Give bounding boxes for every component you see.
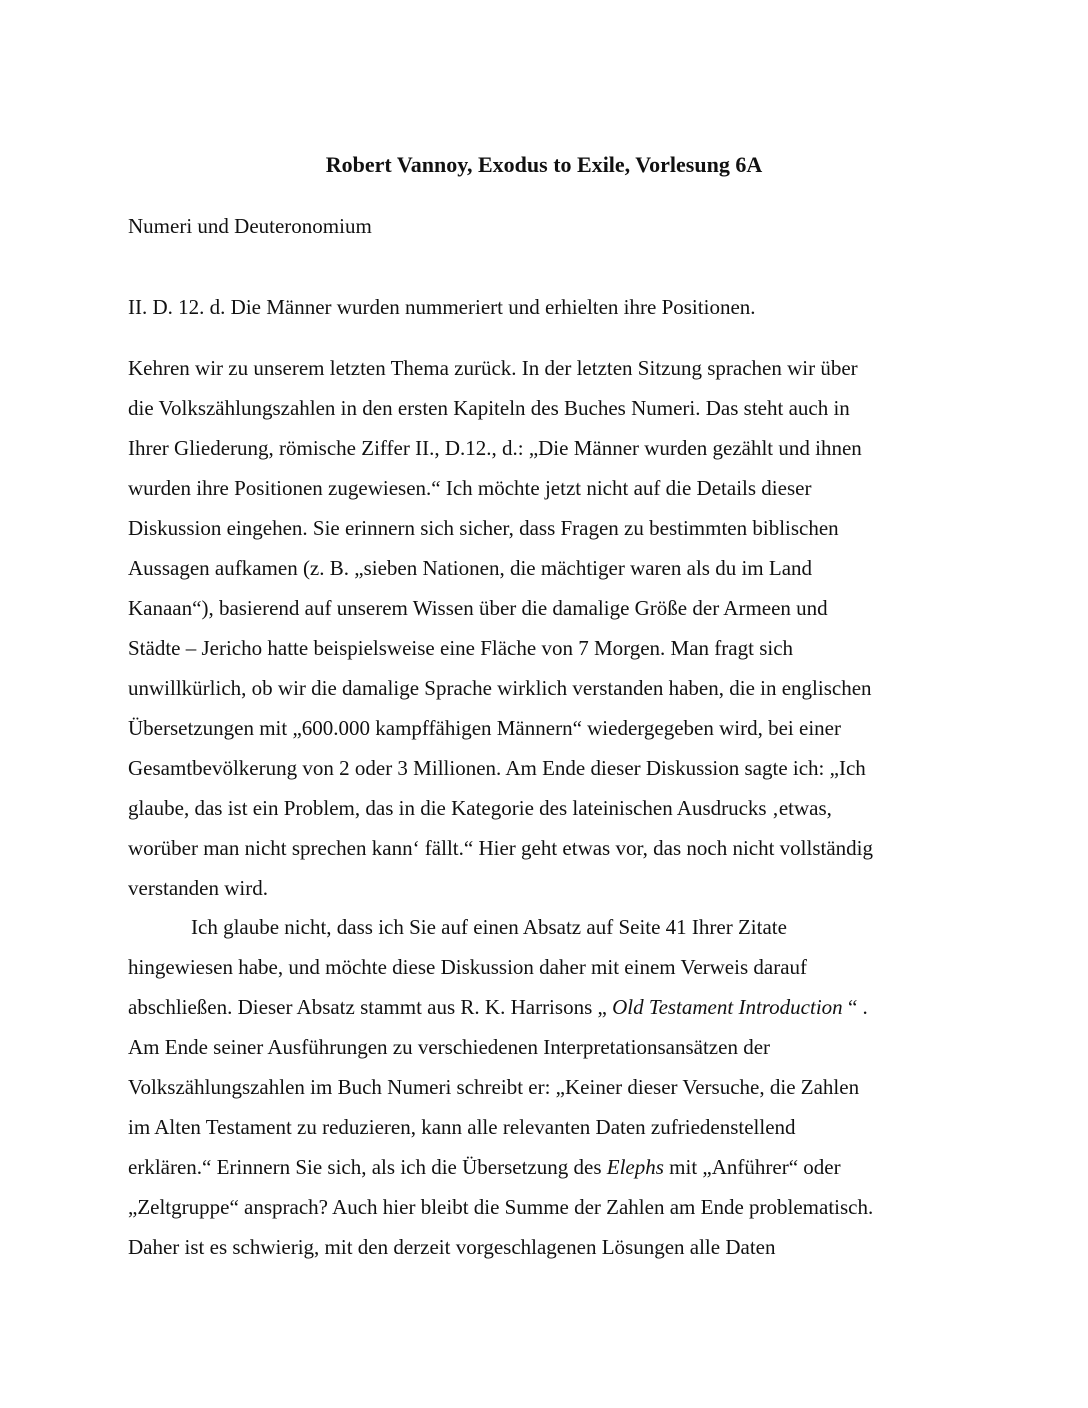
section-heading: II. D. 12. d. Die Männer wurden nummeriert und erhielten ihre Positionen.	[128, 295, 756, 319]
paragraph-line: Städte – Jericho hatte beispielsweise eine Fläche von 7 Morgen. Man fragt sich	[128, 636, 794, 660]
paragraph-line: „Zeltgruppe“ ansprach? Auch hier bleibt die Summe der Zahlen am Ende problematisch.	[128, 1195, 874, 1219]
paragraph-line: Kanaan“), basierend auf unserem Wissen über die damalige Größe der Armeen und	[128, 596, 828, 620]
paragraph-line: verstanden wird.	[128, 876, 268, 900]
paragraph-line: wurden ihre Positionen zugewiesen.“ Ich möchte jetzt nicht auf die Details dieser	[128, 476, 812, 500]
term-italic: Elephs	[606, 1155, 664, 1179]
text-segment: mit „Anführer“ oder	[663, 1155, 841, 1179]
paragraph-line: glaube, das ist ein Problem, das in die Kategorie des lateinischen Ausdrucks ‚etwas,	[128, 796, 832, 820]
paragraph-line: Daher ist es schwierig, mit den derzeit vorgeschlagenen Lösungen alle Daten	[128, 1235, 776, 1259]
paragraph-line: worüber man nicht sprechen kann‘ fällt.“ Hier geht etwas vor, das noch nicht vollständig	[128, 836, 874, 860]
paragraph-line: Volkszählungszahlen im Buch Numeri schreibt er: „Keiner dieser Versuche, die Zahlen	[128, 1075, 860, 1099]
paragraph-line: Gesamtbevölkerung von 2 oder 3 Millionen. Am Ende dieser Diskussion sagte ich: „Ich	[128, 756, 866, 780]
book-title-italic: Old Testament Introduction	[612, 995, 843, 1019]
paragraph-line: unwillkürlich, ob wir die damalige Sprache wirklich verstanden haben, die in englischen	[128, 676, 872, 700]
document-subtitle: Numeri und Deuteronomium	[128, 214, 372, 238]
paragraph-line: hingewiesen habe, und möchte diese Diskussion daher mit einem Verweis darauf	[128, 955, 808, 979]
paragraph-line	[128, 1153, 841, 1181]
paragraph-line: Übersetzungen mit „600.000 kampffähigen Männern“ wiedergegeben wird, bei einer	[128, 716, 841, 740]
paragraph-line: Diskussion eingehen. Sie erinnern sich sicher, dass Fragen zu bestimmten biblischen	[128, 516, 839, 540]
paragraph-line	[128, 993, 868, 1021]
paragraph-line: Ich glaube nicht, dass ich Sie auf einen Absatz auf Seite 41 Ihrer Zitate	[191, 915, 787, 939]
text-segment: “ .	[842, 995, 868, 1019]
paragraph-line: die Volkszählungszahlen in den ersten Kapiteln des Buches Numeri. Das steht auch in	[128, 396, 850, 420]
document-title: Robert Vannoy, Exodus to Exile, Vorlesung 6A	[325, 152, 763, 177]
text-segment: abschließen. Dieser Absatz stammt aus R. K. Harrisons „	[128, 995, 613, 1019]
paragraph-line: Am Ende seiner Ausführungen zu verschiedenen Interpretationsansätzen der	[128, 1035, 771, 1059]
paragraph-line: Aussagen aufkamen (z. B. „sieben Nationen, die mächtiger waren als du im Land	[128, 556, 813, 580]
text-segment: erklären.“ Erinnern Sie sich, als ich die Übersetzung des	[128, 1155, 607, 1179]
paragraph-line: Ihrer Gliederung, römische Ziffer II., D.12., d.: „Die Männer wurden gezählt und ihnen	[128, 436, 862, 460]
paragraph-line: Kehren wir zu unserem letzten Thema zurück. In der letzten Sitzung sprachen wir über	[128, 356, 858, 380]
paragraph-line: im Alten Testament zu reduzieren, kann alle relevanten Daten zufriedenstellend	[128, 1115, 796, 1139]
